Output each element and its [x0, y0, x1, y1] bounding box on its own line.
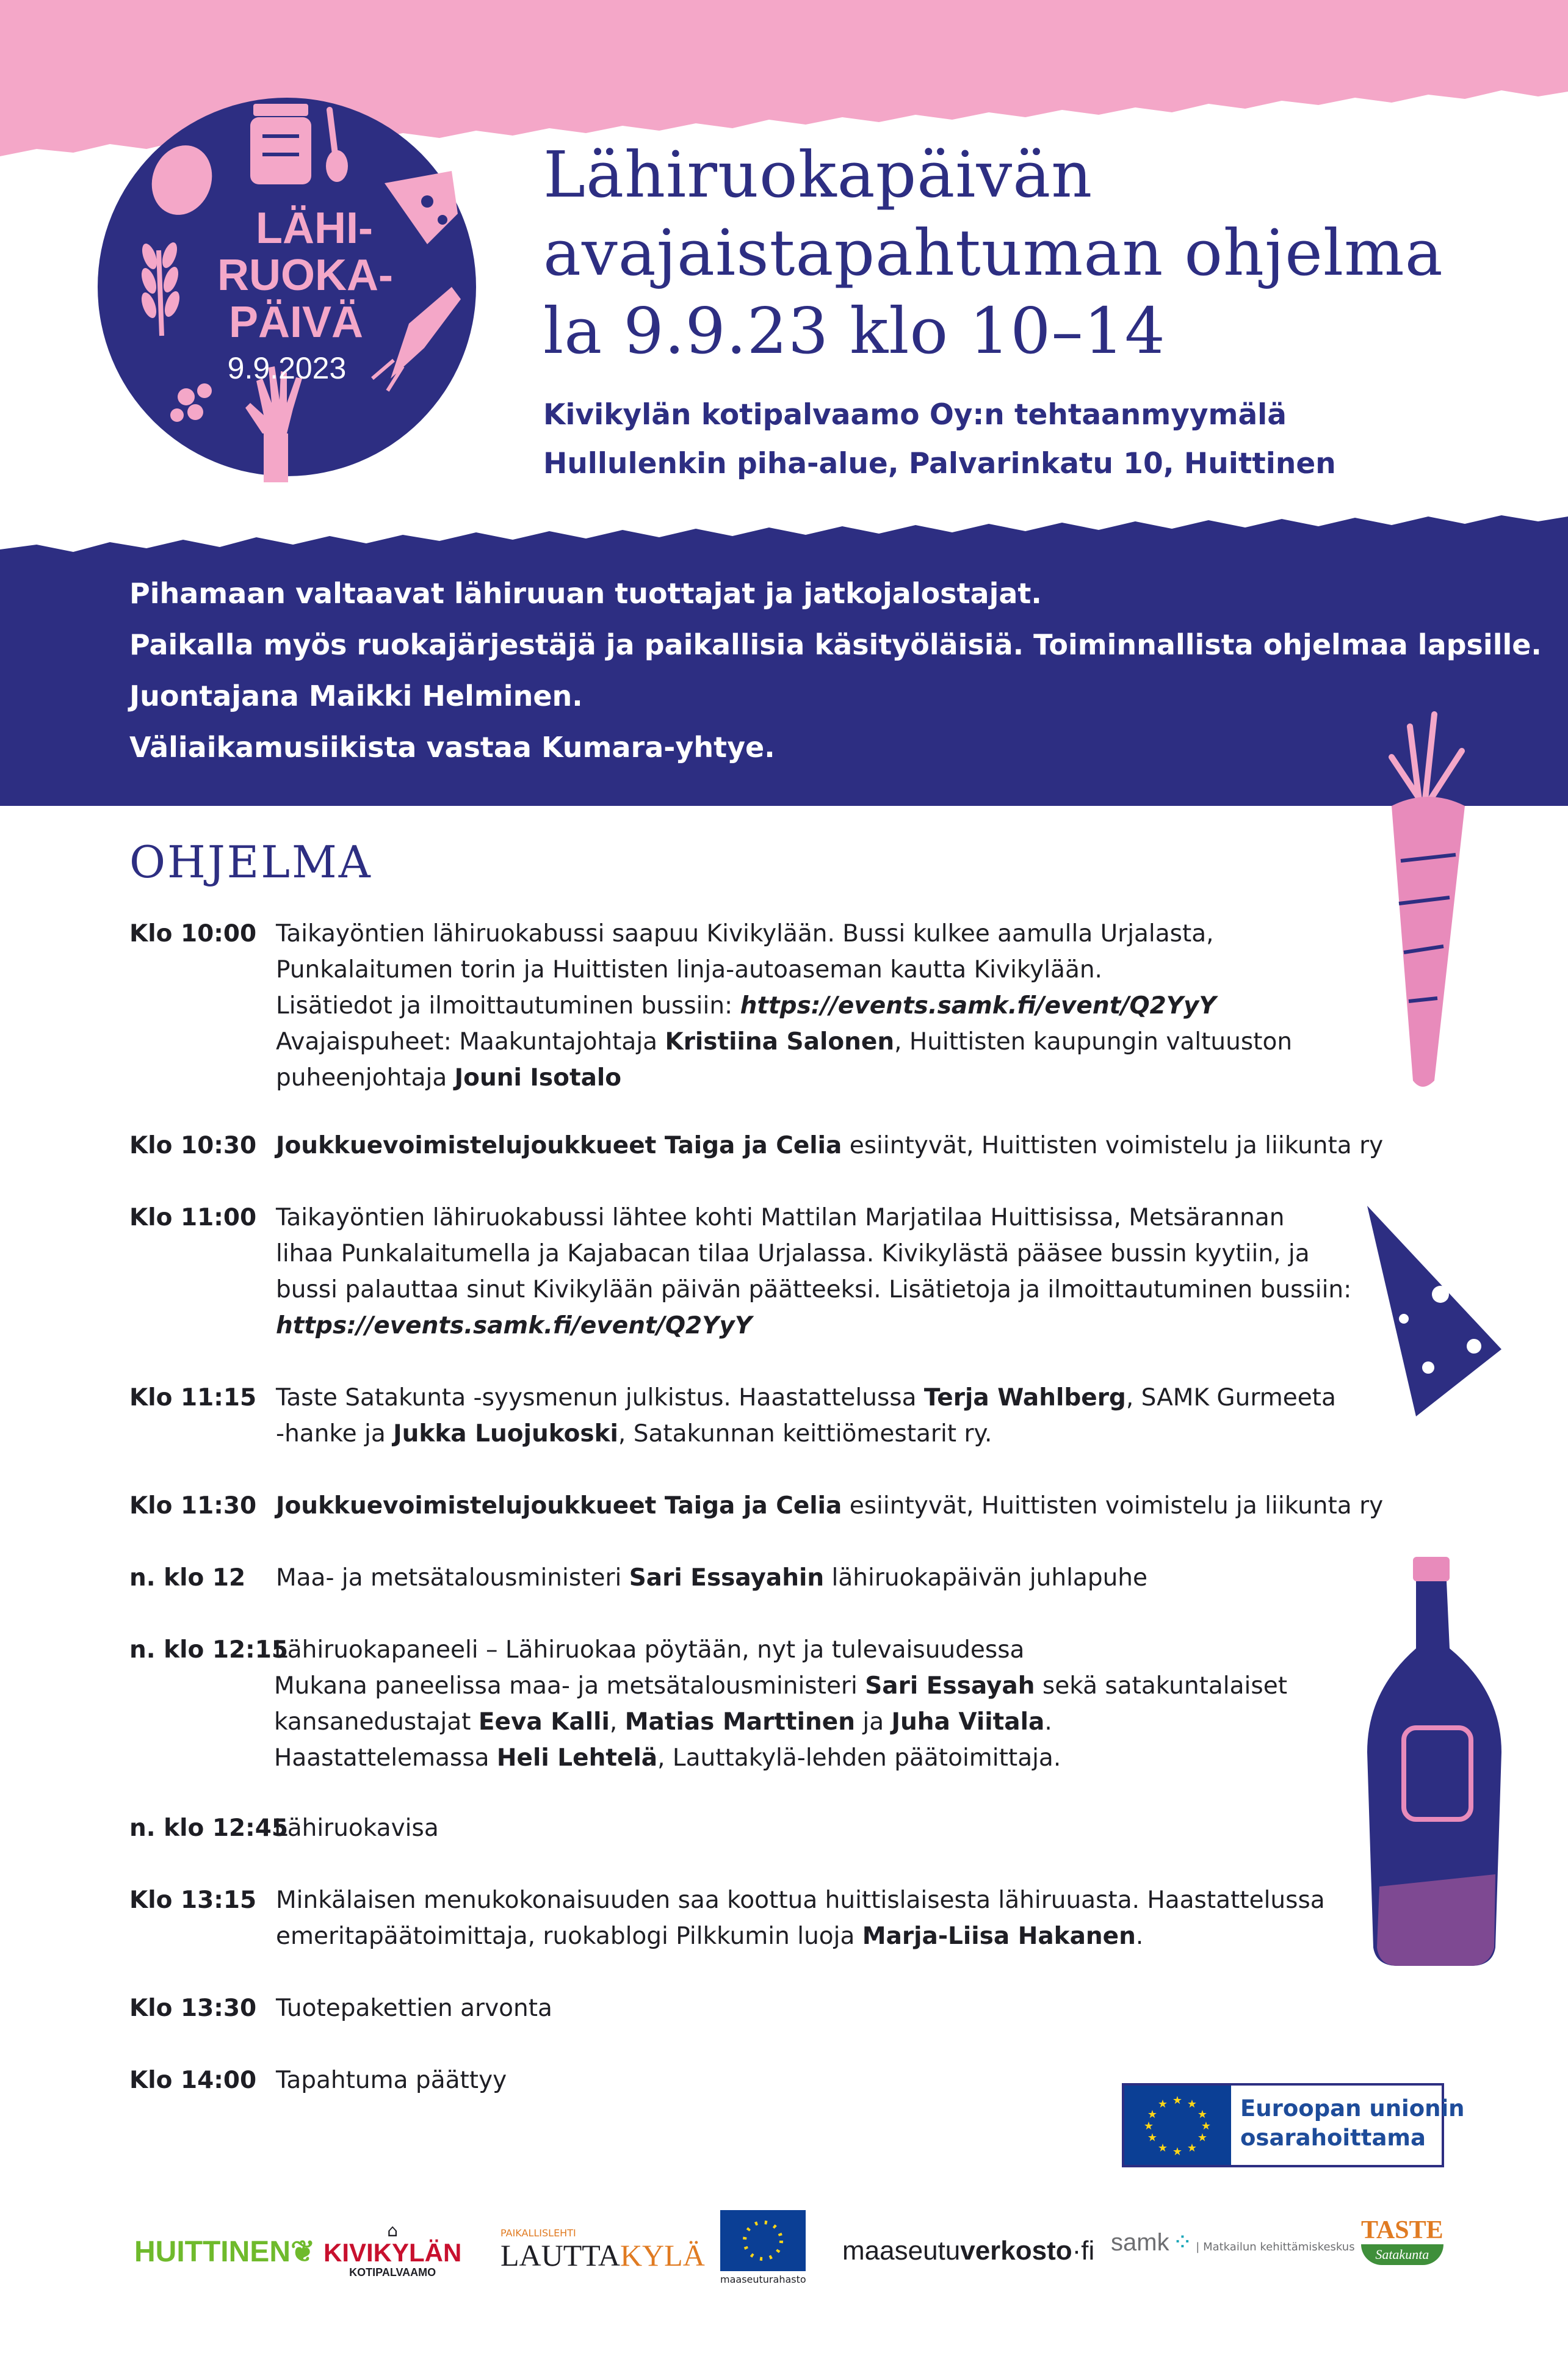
program-text: puheenjohtaja — [276, 1064, 455, 1092]
program-line — [276, 1060, 1399, 1096]
svg-text:★: ★ — [1157, 2098, 1168, 2111]
eu-flag-icon — [1124, 2086, 1231, 2165]
person-name: Sari Essayah — [865, 1672, 1035, 1700]
logo-line2: RUOKA- — [217, 251, 393, 300]
program-line: Punkalaitumen torin ja Huittisten linja-autoaseman kautta Kivikylään. — [276, 956, 1102, 984]
maaseutu-text: maaseutu — [842, 2236, 961, 2266]
person-name: Kristiina Salonen — [665, 1028, 895, 1056]
samk-subtitle: | Matkailun kehittämiskeskus — [1196, 2241, 1355, 2253]
svg-text:★: ★ — [1147, 2108, 1158, 2121]
intro-line-3: Juontajana Maikki Helminen. — [129, 680, 583, 712]
program-time: Klo 11:00 — [129, 1204, 257, 1231]
program-description — [276, 1560, 1399, 1596]
samk-text: samk — [1111, 2229, 1169, 2256]
kotipalvaamo-text: KOTIPALVAAMO — [349, 2266, 436, 2278]
program-line: Taikayöntien lähiruokabussi lähtee kohti Mattilan Marjatilaa Huittisissa, Metsärannan — [276, 1204, 1285, 1231]
lahiruokapaiva-logo — [85, 92, 500, 507]
fi-text: ·fi — [1072, 2236, 1095, 2266]
program-time: Klo 11:30 — [129, 1492, 257, 1520]
program-text: Haastattelemassa — [274, 1744, 497, 1772]
taste-subtitle: Satakunta — [1361, 2244, 1443, 2265]
program-text: esiintyvät, Huittisten voimistelu ja liikunta ry — [842, 1492, 1384, 1520]
program-time: n. klo 12:15 — [129, 1636, 288, 1664]
event-link[interactable]: https://events.samk.fi/event/Q2YyY — [740, 992, 1216, 1020]
program-line: Lähiruokavisa — [274, 1814, 439, 1842]
leaf-icon: ❦ — [290, 2236, 316, 2268]
program-line — [276, 1128, 1399, 1164]
samk-logo — [1111, 2228, 1355, 2256]
kyla-text: KYLÄ — [620, 2238, 705, 2272]
program-description — [276, 1882, 1399, 1954]
svg-text:★: ★ — [1143, 2120, 1154, 2133]
program-time: Klo 10:00 — [129, 920, 257, 948]
huittinen-text: HUITTINEN — [134, 2236, 291, 2268]
person-name: Terja Wahlberg — [923, 1384, 1126, 1412]
program-description — [276, 1200, 1399, 1344]
program-line — [274, 1740, 1397, 1776]
person-name: Jouni Isotalo — [454, 1064, 622, 1092]
program-text: esiintyvät, Huittisten voimistelu ja liikunta ry — [842, 1132, 1384, 1159]
program-text: , — [609, 1708, 625, 1736]
program-line: bussi palauttaa sinut Kivikylään päivän päätteeksi. Lisätietoja ja ilmoittautuminen bussiin: — [276, 1276, 1352, 1303]
program-line: Lähiruokapaneeli – Lähiruokaa pöytään, nyt ja tulevaisuudessa — [274, 1636, 1025, 1664]
kivikylan-logo — [323, 2222, 461, 2279]
venue-line-1: Kivikylän kotipalvaamo Oy:n tehtaanmyymälä — [543, 398, 1287, 432]
program-time: n. klo 12:45 — [129, 1814, 288, 1842]
intro-line-2: Paikalla myös ruokajärjestäjä ja paikallisia käsityöläisiä. Toiminnallista ohjelmaa lapsille. — [129, 628, 1542, 661]
program-line — [276, 1416, 1399, 1452]
logo-date: 9.9.2023 — [227, 351, 347, 385]
lauttakyla-wordmark — [500, 2239, 705, 2272]
program-text: , Huittisten kaupungin valtuuston — [894, 1028, 1293, 1056]
program-line: Tapahtuma päättyy — [276, 2067, 507, 2094]
maaseuturahasto-logo — [720, 2210, 806, 2285]
venue-line-2: Hullulenkin piha-alue, Palvarinkatu 10, Huittinen — [543, 447, 1336, 480]
program-line — [274, 1668, 1397, 1704]
program-text: Maa- ja metsätalousministeri — [276, 1564, 629, 1592]
program-description — [276, 1128, 1399, 1164]
person-name: Matias Marttinen — [624, 1708, 855, 1736]
program-time: Klo 10:30 — [129, 1132, 257, 1159]
program-time: Klo 14:00 — [129, 2067, 257, 2094]
eu-badge-line-1: Euroopan unionin — [1240, 2095, 1465, 2122]
program-text: Taste Satakunta -syysmenun julkistus. Haastattelussa — [276, 1384, 924, 1412]
program-description — [276, 916, 1399, 1096]
samk-dots-icon: ⁘ — [1172, 2228, 1193, 2256]
title-line-2: avajaistapahtuman ohjelma — [543, 216, 1443, 290]
house-icon: ⌂ — [387, 2220, 399, 2241]
program-text: . — [1135, 1923, 1144, 1950]
program-line — [276, 1024, 1399, 1060]
program-description — [274, 1810, 1397, 1846]
program-line — [276, 1918, 1399, 1954]
event-link[interactable]: https://events.samk.fi/event/Q2YyY — [276, 1312, 753, 1339]
svg-text:★: ★ — [1201, 2120, 1212, 2133]
logo-line3: PÄIVÄ — [228, 298, 364, 347]
lauttakyla-logo — [500, 2227, 705, 2272]
program-description — [276, 1488, 1399, 1524]
program-line — [274, 1704, 1397, 1740]
person-name: Juha Viitala — [891, 1708, 1045, 1736]
kivikylan-text: KIVIKYLÄN — [323, 2238, 462, 2267]
svg-text:★: ★ — [1197, 2108, 1208, 2121]
program-text: ja — [854, 1708, 892, 1736]
maaseuturahasto-text: maaseuturahasto — [720, 2274, 806, 2285]
svg-text:★: ★ — [1197, 2131, 1208, 2144]
eu-badge-line-2: osarahoittama — [1240, 2125, 1426, 2151]
program-description — [274, 1632, 1397, 1776]
program-time: Klo 13:15 — [129, 1887, 257, 1914]
jar-icon — [250, 104, 311, 184]
program-text: Mukana paneelissa maa- ja metsätalousministeri — [274, 1672, 865, 1700]
program-line — [276, 1488, 1399, 1524]
program-text: Avajaispuheet: Maakuntajohtaja — [276, 1028, 665, 1056]
program-heading: OHJELMA — [129, 836, 372, 888]
person-name: Heli Lehtelä — [496, 1744, 658, 1772]
program-text: emeritapäätoimittaja, ruokablogi Pilkkumin luoja — [276, 1923, 862, 1950]
group-name: Joukkuevoimistelujoukkueet Taiga ja Celia — [276, 1492, 842, 1520]
page-title — [543, 136, 1544, 370]
program-text: , SAMK Gurmeeta — [1125, 1384, 1336, 1412]
maaseutuverkosto-logo — [842, 2236, 1094, 2266]
person-name: Marja-Liisa Hakanen — [862, 1923, 1136, 1950]
program-line — [276, 1380, 1399, 1416]
program-line: Tuotepakettien arvonta — [276, 1995, 552, 2022]
lautta-text: LAUTTA — [500, 2238, 620, 2272]
program-description — [276, 1380, 1399, 1452]
logo-line1: LÄHI- — [256, 204, 373, 253]
svg-text:★: ★ — [1172, 2145, 1183, 2158]
program-text: kansanedustajat — [274, 1708, 479, 1736]
verkosto-text: verkosto — [960, 2236, 1072, 2266]
svg-text:★: ★ — [1172, 2094, 1183, 2107]
program-text: lähiruokapäivän juhlapuhe — [824, 1564, 1148, 1592]
program-text: Lisätiedot ja ilmoittautuminen bussiin: — [276, 992, 740, 1020]
program-text: . — [1044, 1708, 1052, 1736]
eu-funding-badge — [1122, 2083, 1465, 2167]
program-line: Minkälaisen menukokonaisuuden saa koottua huittislaisesta lähiruuasta. Haastattelussa — [276, 1887, 1325, 1914]
intro-line-1: Pihamaan valtaavat lähiruuan tuottajat ja jatkojalostajat. — [129, 577, 1042, 610]
venue-info — [543, 391, 1520, 488]
program-line: Taikayöntien lähiruokabussi saapuu Kivikylään. Bussi kulkee aamulla Urjalasta, — [276, 920, 1214, 948]
carrot-icon — [1392, 714, 1465, 1087]
person-name: Jukka Luojukoski — [393, 1420, 618, 1448]
huittinen-logo — [134, 2235, 315, 2269]
eu-flag-icon — [720, 2210, 806, 2271]
program-text: , Satakunnan keittiömestarit ry. — [618, 1420, 992, 1448]
intro-text — [129, 568, 1542, 773]
taste-text: TASTE — [1361, 2216, 1443, 2244]
person-name: Eeva Kalli — [478, 1708, 610, 1736]
program-description — [276, 1990, 1399, 2026]
svg-text:★: ★ — [1147, 2131, 1158, 2144]
title-line-1: Lähiruokapäivän — [543, 137, 1093, 212]
program-time: Klo 13:30 — [129, 1995, 257, 2022]
program-text: , Lauttakylä-lehden päätoimittaja. — [657, 1744, 1061, 1772]
program-text: -hanke ja — [276, 1420, 394, 1448]
program-time: Klo 11:15 — [129, 1384, 257, 1412]
person-name: Sari Essayahin — [629, 1564, 825, 1592]
program-line — [276, 988, 1399, 1024]
svg-text:★: ★ — [1187, 2098, 1198, 2111]
taste-satakunta-logo — [1361, 2216, 1443, 2265]
intro-line-4: Väliaikamusiikista vastaa Kumara-yhtye. — [129, 731, 775, 764]
program-line: lihaa Punkalaitumella ja Kajabacan tilaa Urjalassa. Kivikylästä pääsee bussin kyytiin, ja — [276, 1240, 1310, 1267]
title-line-3: la 9.9.23 klo 10–14 — [543, 294, 1166, 368]
lauttakyla-subtitle: PAIKALLISLEHTI — [500, 2227, 576, 2239]
program-time: n. klo 12 — [129, 1564, 246, 1592]
eu-badge-text — [1240, 2094, 1465, 2153]
program-text: sekä satakuntalaiset — [1035, 1672, 1287, 1700]
program-line — [276, 1560, 1399, 1596]
group-name: Joukkuevoimistelujoukkueet Taiga ja Celia — [276, 1132, 842, 1159]
svg-text:★: ★ — [1187, 2142, 1198, 2155]
sponsor-logos — [122, 2210, 1465, 2283]
svg-text:★: ★ — [1157, 2142, 1168, 2155]
